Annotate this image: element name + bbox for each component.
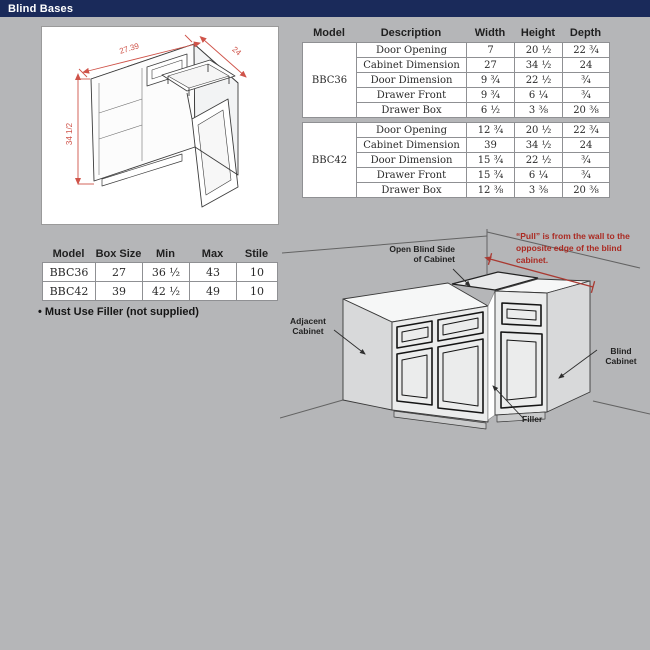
- width-dimension-label: 27.39: [118, 41, 141, 56]
- description-cell: Door Opening: [357, 123, 467, 138]
- width-cell: 9 ¾: [467, 73, 515, 88]
- cabinet-dimension-drawing: [41, 26, 279, 225]
- description-cell: Cabinet Dimension: [357, 58, 467, 73]
- height-cell: 20 ½: [515, 43, 563, 58]
- spec-table-section: [302, 24, 609, 198]
- blind-cabinet-label: Blind Cabinet: [605, 346, 637, 366]
- open-blind-side-label: Open Blind Side of Cabinet: [389, 244, 455, 264]
- pull-annotation: “Pull” is from the wall to the opposite edge of the blind cabinet.: [516, 231, 630, 265]
- description-cell: Door Dimension: [357, 153, 467, 168]
- adjacent-cabinet: [343, 283, 488, 429]
- spec-col-description: Description: [380, 26, 442, 39]
- depth-cell: 22 ¾: [563, 43, 610, 58]
- depth-cell: 24: [563, 138, 610, 153]
- stile-cell: 10: [237, 282, 278, 301]
- spec-col-width: Width: [474, 26, 506, 39]
- cabinet-isometric-drawing: [42, 27, 278, 224]
- width-cell: 7: [467, 43, 515, 58]
- size-table: [42, 262, 278, 301]
- size-table-section: [42, 246, 277, 301]
- depth-cell: 20 ⅜: [563, 103, 610, 118]
- width-cell: 12 ¾: [467, 123, 515, 138]
- spec-table-header: [302, 24, 609, 41]
- stile-cell: 10: [237, 263, 278, 282]
- height-cell: 22 ½: [515, 153, 563, 168]
- boxsize-cell: 27: [96, 263, 143, 282]
- depth-cell: ¾: [563, 168, 610, 183]
- max-cell: 43: [190, 263, 237, 282]
- page-title: Blind Bases: [8, 2, 74, 15]
- description-cell: Door Dimension: [357, 73, 467, 88]
- page-header: [0, 0, 650, 17]
- width-cell: 15 ¾: [467, 153, 515, 168]
- table-row: [43, 282, 278, 301]
- depth-cell: ¾: [563, 73, 610, 88]
- max-cell: 49: [190, 282, 237, 301]
- size-col-min: Min: [156, 248, 175, 260]
- spec-table-bbc42: [302, 122, 610, 198]
- spec-col-model: Model: [313, 26, 345, 39]
- filler-label: Filler: [522, 414, 543, 424]
- size-col-stile: Stile: [244, 248, 269, 260]
- model-cell: BBC42: [303, 123, 357, 198]
- boxsize-cell: 39: [96, 282, 143, 301]
- height-cell: 34 ½: [515, 138, 563, 153]
- description-cell: Drawer Front: [357, 168, 467, 183]
- height-cell: 20 ½: [515, 123, 563, 138]
- description-cell: Door Opening: [357, 43, 467, 58]
- min-cell: 36 ½: [143, 263, 190, 282]
- width-cell: 15 ¾: [467, 168, 515, 183]
- height-dimension-label: 34 1/2: [65, 122, 74, 146]
- spec-col-depth: Depth: [569, 26, 602, 39]
- depth-dimension-label: 24: [230, 44, 243, 58]
- size-col-model: Model: [52, 248, 85, 260]
- model-cell: BBC36: [303, 43, 357, 118]
- depth-cell: 22 ¾: [563, 123, 610, 138]
- width-cell: 12 ⅜: [467, 183, 515, 198]
- width-cell: 27: [467, 58, 515, 73]
- height-cell: 34 ½: [515, 58, 563, 73]
- depth-cell: 20 ⅜: [563, 183, 610, 198]
- model-cell: BBC42: [43, 282, 96, 301]
- model-cell: BBC36: [43, 263, 96, 282]
- adjacent-cabinet-label: Adjacent Cabinet: [290, 316, 326, 336]
- height-cell: 6 ¼: [515, 88, 563, 103]
- description-cell: Cabinet Dimension: [357, 138, 467, 153]
- height-cell: 6 ¼: [515, 168, 563, 183]
- depth-cell: 24: [563, 58, 610, 73]
- depth-cell: ¾: [563, 88, 610, 103]
- size-col-boxsize: Box Size: [95, 248, 142, 260]
- height-cell: 3 ⅜: [515, 103, 563, 118]
- description-cell: Drawer Front: [357, 88, 467, 103]
- description-cell: Drawer Box: [357, 103, 467, 118]
- min-cell: 42 ½: [143, 282, 190, 301]
- width-cell: 6 ½: [467, 103, 515, 118]
- height-cell: 22 ½: [515, 73, 563, 88]
- spec-col-height: Height: [520, 26, 556, 39]
- size-col-max: Max: [201, 248, 224, 260]
- width-cell: 39: [467, 138, 515, 153]
- height-cell: 3 ⅜: [515, 183, 563, 198]
- description-cell: Drawer Box: [357, 183, 467, 198]
- depth-cell: ¾: [563, 153, 610, 168]
- width-cell: 9 ¾: [467, 88, 515, 103]
- cabinet-outline: [91, 44, 238, 207]
- size-table-header: [42, 246, 277, 262]
- table-row: [43, 263, 278, 282]
- filler-strip: [488, 291, 495, 420]
- spec-table-bbc36: [302, 42, 610, 118]
- filler-note: • Must Use Filler (not supplied): [38, 306, 199, 318]
